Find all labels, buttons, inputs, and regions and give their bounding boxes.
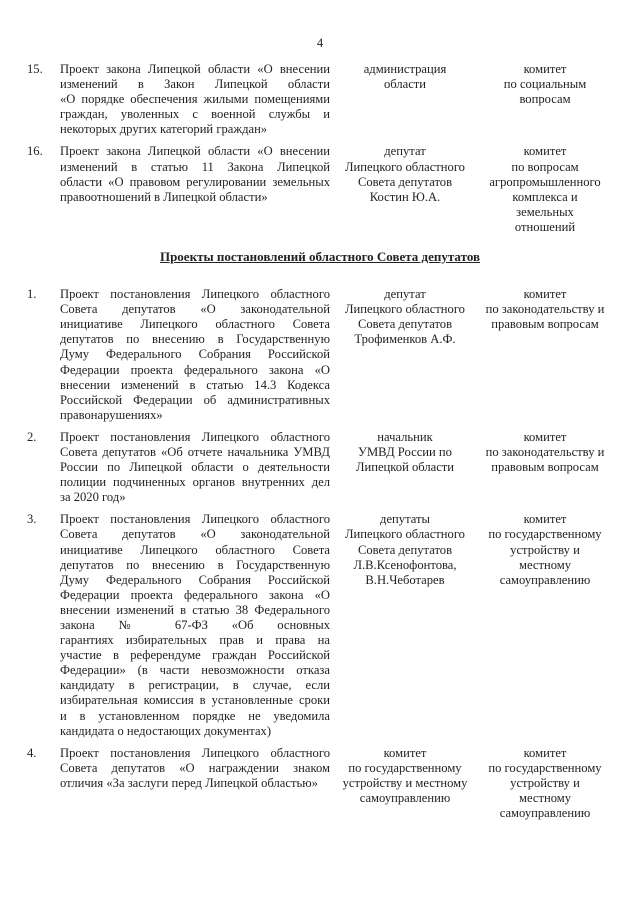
text-line: по государственному (488, 527, 602, 542)
text-line: комплекса и (512, 189, 578, 204)
text-line: самоуправлению (359, 791, 451, 806)
text-line: Проект постановления Липецкого областного (60, 512, 330, 527)
item-committee (474, 512, 616, 738)
text-line: и в установленном порядке не уведомила (60, 708, 330, 723)
text-line: некоторых других категорий граждан» (60, 122, 268, 137)
item-initiator (336, 430, 474, 505)
text-line: Совета депутатов «О законодательной (60, 302, 330, 317)
text-line: депутатов по внесению в Государственную (60, 332, 330, 347)
text-line: устройству и (510, 542, 580, 557)
item-title (60, 746, 336, 821)
text-line: Липецкого областного (345, 159, 465, 174)
text-line: комитет (523, 287, 567, 302)
text-line: области «О правовом регулировании земельных (60, 174, 330, 189)
item-committee (474, 430, 616, 505)
text-line: Костин Ю.А. (369, 189, 441, 204)
resolution-item (27, 746, 640, 821)
text-line: Федерации проекта федерального закона «О (60, 362, 330, 377)
text-line: устройству и местному (342, 775, 468, 790)
text-line: внесении изменений в статью 38 Федерального (60, 602, 330, 617)
text-line: отличия «За заслуги перед Липецкой областью» (60, 775, 318, 790)
text-line: местному (518, 791, 572, 806)
item-initiator (336, 287, 474, 423)
laws-list (0, 62, 640, 235)
item-committee (474, 62, 616, 137)
text-line: по законодательству и (485, 302, 605, 317)
text-line: земельных (516, 204, 574, 219)
text-line: кандидата о недостающих документах) (60, 723, 272, 738)
text-line: Проект постановления Липецкого областного (60, 429, 330, 444)
item-number: 15. (27, 62, 43, 76)
text-line: правоотношений в Липецкой области» (60, 189, 268, 204)
text-line: депутат (384, 144, 426, 159)
text-line: вопросам (519, 92, 571, 107)
text-line: полиции подчиненных органов внутренних дел (60, 475, 330, 490)
item-number: 1. (27, 287, 37, 302)
text-line: Липецкой области (355, 460, 455, 475)
text-line: комитет (523, 144, 567, 159)
text-line: изменений в статью 11 Закона Липецкой (60, 159, 330, 174)
text-line: Федерации» (в части невозможности отказа (60, 663, 330, 678)
item-committee (474, 144, 616, 235)
text-line: начальник (377, 429, 433, 444)
text-line: самоуправлению (499, 806, 591, 821)
text-line: депутатов по внесению в Государственную (60, 557, 330, 572)
law-item (27, 62, 640, 137)
item-committee (474, 746, 616, 821)
text-line: комитет (523, 512, 567, 527)
text-line: России по Липецкой области о деятельности (60, 460, 330, 475)
resolution-item (27, 287, 640, 423)
text-line: участие в референдуме граждан Российской (60, 648, 330, 663)
text-line: Совета депутатов «Об отчете начальника УМВД (60, 444, 330, 459)
page-number: 4 (316, 36, 324, 50)
text-line: изменений в Закон Липецкой области (60, 77, 330, 92)
item-initiator (336, 512, 474, 738)
text-line: Совета депутатов (357, 542, 453, 557)
text-line: по социальным (503, 77, 587, 92)
item-number: 3. (27, 512, 37, 527)
text-line: Липецкого областного (345, 302, 465, 317)
text-line: комитет (523, 429, 567, 444)
text-line: Российской Федерации об административных (60, 392, 330, 407)
text-line: по государственному (348, 760, 462, 775)
text-line: избирательная комиссия в установленные сроки (60, 693, 330, 708)
item-title (60, 62, 336, 137)
text-line: Л.В.Ксенофонтова, (353, 557, 457, 572)
text-line: по государственному (488, 760, 602, 775)
text-line: за 2020 год» (60, 490, 126, 505)
text-line: Проект закона Липецкой области «О внесении (60, 144, 330, 159)
text-line: правовым вопросам (491, 460, 599, 475)
law-item (27, 144, 640, 235)
text-line: инициативе Липецкого областного Совета (60, 317, 330, 332)
text-line: депутат (384, 287, 426, 302)
item-number: 2. (27, 429, 37, 444)
text-line: Совета депутатов «О награждении знаком (60, 760, 330, 775)
text-line: администрация (363, 62, 447, 76)
item-title (60, 430, 336, 505)
text-line: самоуправлению (499, 572, 591, 587)
text-line: Проект постановления Липецкого областного (60, 745, 330, 760)
item-initiator (336, 746, 474, 821)
text-line: инициативе Липецкого областного Совета (60, 542, 330, 557)
text-line: депутаты (380, 512, 430, 527)
text-line: Проект закона Липецкой области «О внесении (60, 62, 330, 76)
item-number: 4. (27, 745, 37, 760)
resolution-item (27, 512, 640, 738)
text-line: Липецкого областного (345, 527, 465, 542)
text-line: Трофименков А.Ф. (354, 332, 456, 347)
text-line: граждан, уволенных с военной службы и (60, 107, 330, 122)
text-line: комитет (383, 745, 427, 760)
item-number: 16. (27, 144, 43, 159)
text-line: «О порядке обеспечения жилыми помещениями (60, 92, 330, 107)
text-line: УМВД России по (358, 444, 452, 459)
text-line: Федерации проекта федерального закона «О (60, 587, 330, 602)
text-line: внесении изменений в статью 14.3 Кодекса (60, 377, 330, 392)
item-initiator (336, 144, 474, 235)
text-line: по вопросам (511, 159, 579, 174)
text-line: устройству и (510, 775, 580, 790)
text-line: Совета депутатов (357, 174, 453, 189)
text-line: правовым вопросам (491, 317, 599, 332)
text-line: закона № 67-ФЗ «Об основных (60, 618, 330, 632)
text-line: В.Н.Чеботарев (365, 572, 445, 587)
text-line: комитет (523, 745, 567, 760)
text-line: Думу Федерального Собрания Российской (60, 572, 330, 587)
text-line: комитет (523, 62, 567, 76)
item-initiator (336, 62, 474, 137)
text-line: по законодательству и (485, 444, 605, 459)
item-committee (474, 287, 616, 423)
text-line: правонарушениях» (60, 407, 163, 422)
text-line: Думу Федерального Собрания Российской (60, 347, 330, 362)
text-line: Проект постановления Липецкого областного (60, 287, 330, 302)
section-heading: Проекты постановлений областного Совета депутатов (159, 249, 481, 265)
text-line: области (383, 77, 427, 92)
text-line: Совета депутатов (357, 317, 453, 332)
text-line: кандидату в регистрации, в случае, если (60, 678, 330, 693)
text-line: Совета депутатов «О законодательной (60, 527, 330, 542)
text-line: агропромышленного (489, 174, 601, 189)
item-title (60, 512, 336, 738)
item-title (60, 287, 336, 423)
resolution-item (27, 430, 640, 505)
text-line: отношений (514, 219, 576, 234)
text-line: местному (518, 557, 572, 572)
item-title (60, 144, 336, 235)
resolutions-list (0, 287, 640, 821)
text-line: гарантиях избирательных прав и права на (60, 633, 330, 648)
